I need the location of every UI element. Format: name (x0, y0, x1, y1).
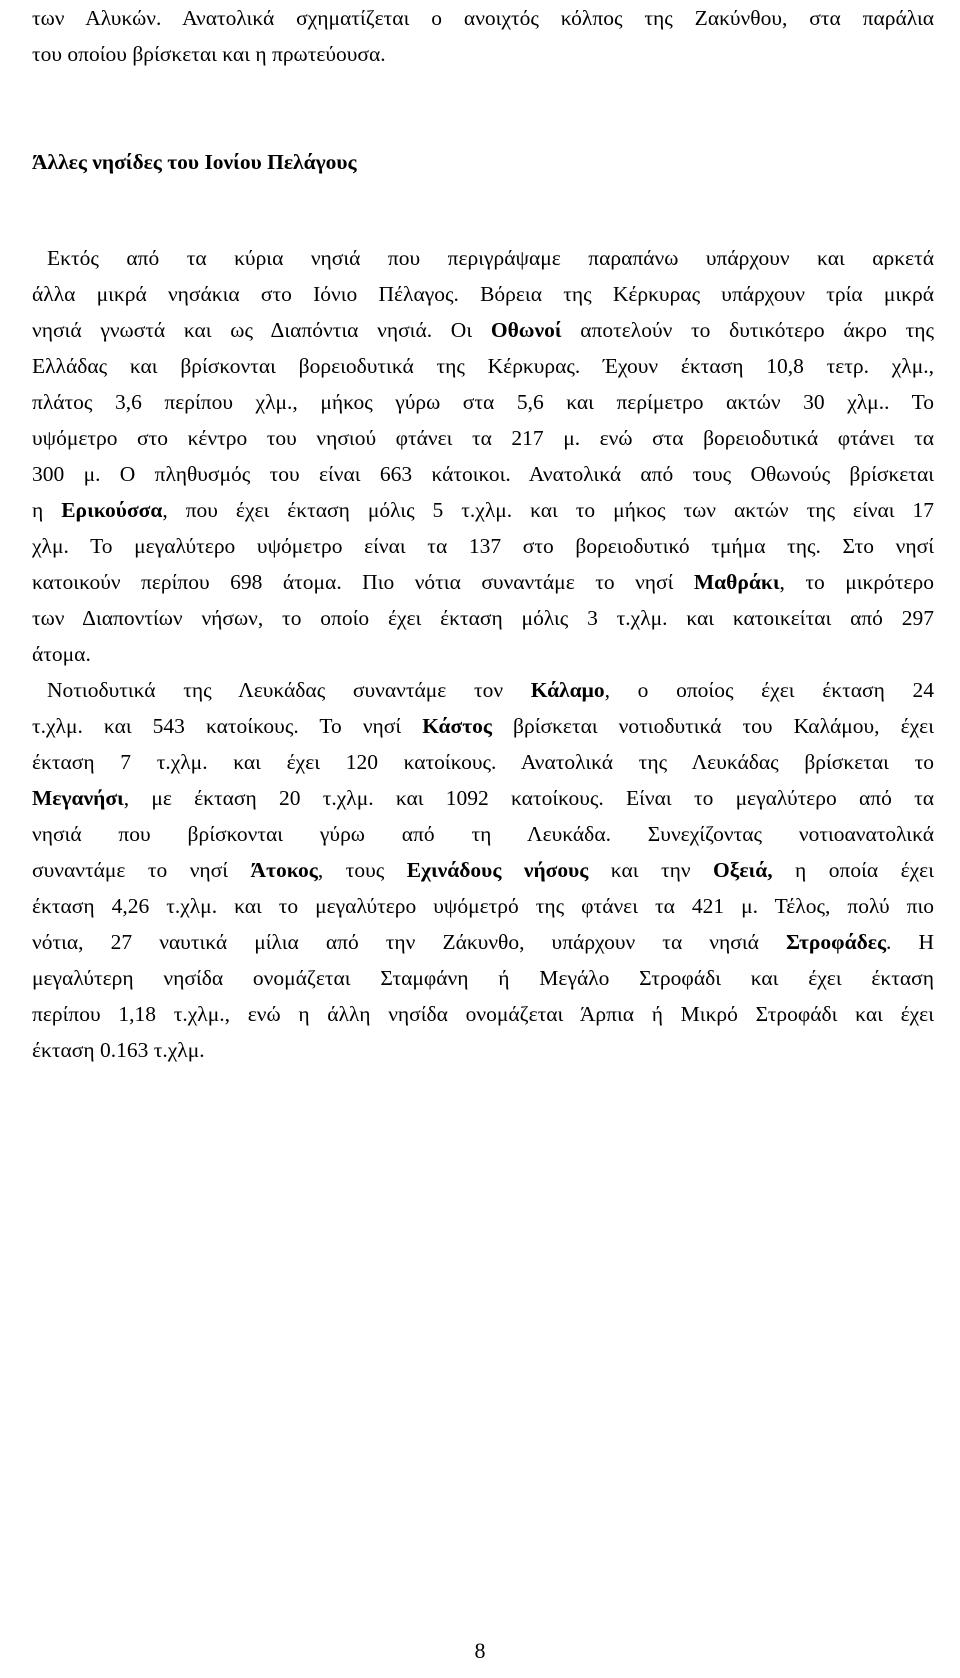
text-line: η Ερικούσσα, που έχει έκταση μόλις 5 τ.χλμ. και το μήκος των ακτών της είναι 17 (32, 498, 934, 522)
text-line: περίπου 1,18 τ.χλμ., ενώ η άλλη νησίδα ονομάζεται Άρπια ή Μικρό Στροφάδι και έχει (32, 1002, 934, 1026)
island-name: Μεγανήσι (32, 786, 124, 810)
island-name: Ερικούσσα (61, 498, 163, 522)
text-line: Μεγανήσι, με έκταση 20 τ.χλμ. και 1092 κατοίκους. Είναι το μεγαλύτερο από τα (32, 786, 934, 810)
text-line: νησιά γνωστά και ως Διαπόντια νησιά. Οι Οθωνοί αποτελούν το δυτικότερο άκρο της (32, 318, 934, 342)
island-name: Οθωνοί (490, 318, 562, 342)
text-line: 300 μ. Ο πληθυσμός του είναι 663 κάτοικοι. Ανατολικά από τους Οθωνούς βρίσκεται (32, 462, 934, 486)
paragraph-diapontia (32, 240, 934, 672)
text-line: νότια, 27 ναυτικά μίλια από την Ζάκυνθο, υπάρχουν τα νησιά Στροφάδες. Η (32, 930, 934, 954)
island-name: Κάστος (422, 714, 492, 738)
text-line: άτομα. (32, 642, 91, 666)
island-name: Μαθράκι (693, 570, 780, 594)
text-line: των Διαποντίων νήσων, το οποίο έχει έκταση μόλις 3 τ.χλμ. και κατοικείται από 297 (32, 606, 934, 630)
page-number: 8 (474, 1638, 486, 1663)
island-name: Κάλαμο (530, 678, 605, 702)
text-line: υψόμετρο στο κέντρο του νησιού φτάνει τα 217 μ. ενώ στα βορειοδυτικά φτάνει τα (32, 426, 934, 450)
island-name: Εχινάδους νήσους (406, 858, 589, 882)
text-line: έκταση 0.163 τ.χλμ. (32, 1038, 205, 1062)
text-line: συναντάμε το νησί Άτοκος, τους Εχινάδους νήσους και την Οξειά, η οποία έχει (32, 858, 934, 882)
text-line: νησιά που βρίσκονται γύρω από τη Λευκάδα. Συνεχίζοντας νοτιοανατολικά (32, 822, 934, 846)
text-line: άλλα μικρά νησάκια στο Ιόνιο Πέλαγος. Βόρεια της Κέρκυρας υπάρχουν τρία μικρά (32, 282, 934, 306)
text-line: Νοτιοδυτικά της Λευκάδας συναντάμε τον Κάλαμο, ο οποίος έχει έκταση 24 (47, 678, 934, 702)
island-name: Στροφάδες (785, 930, 887, 954)
text-line: των Αλυκών. Ανατολικά σχηματίζεται ο ανοιχτός κόλπος της Ζακύνθου, στα παράλια (32, 6, 934, 30)
section-heading: Άλλες νησίδες του Ιονίου Πελάγους (32, 150, 357, 174)
paragraph-lefkada-islands (32, 672, 934, 1068)
text-line: έκταση 7 τ.χλμ. και έχει 120 κατοίκους. Ανατολικά της Λευκάδας βρίσκεται το (32, 750, 934, 774)
document-page (32, 0, 934, 1068)
island-name: Οξειά, (713, 858, 773, 882)
text-line: Ελλάδας και βρίσκονται βορειοδυτικά της Κέρκυρας. Έχουν έκταση 10,8 τετρ. χλμ., (32, 354, 934, 378)
text-line: κατοικούν περίπου 698 άτομα. Πιο νότια συναντάμε το νησί Μαθράκι, το μικρότερο (32, 570, 934, 594)
text-line: έκταση 4,26 τ.χλμ. και το μεγαλύτερο υψόμετρό της φτάνει τα 421 μ. Τέλος, πολύ πιο (32, 894, 934, 918)
island-name: Άτοκος (250, 858, 318, 882)
text-line: τ.χλμ. και 543 κατοίκους. Το νησί Κάστος βρίσκεται νοτιοδυτικά του Καλάμου, έχει (32, 714, 934, 738)
text-line: του οποίου βρίσκεται και η πρωτεύουσα. (32, 42, 386, 66)
text-line: χλμ. Το μεγαλύτερο υψόμετρο είναι τα 137 στο βορειοδυτικό τμήμα της. Στο νησί (32, 534, 934, 558)
text-line: μεγαλύτερη νησίδα ονομάζεται Σταμφάνη ή Μεγάλο Στροφάδι και έχει έκταση (32, 966, 934, 990)
intro-paragraph (32, 0, 934, 72)
text-line: πλάτος 3,6 περίπου χλμ., μήκος γύρω στα 5,6 και περίμετρο ακτών 30 χλμ.. Το (32, 390, 934, 414)
text-line: Εκτός από τα κύρια νησιά που περιγράψαμε παραπάνω υπάρχουν και αρκετά (47, 246, 934, 270)
